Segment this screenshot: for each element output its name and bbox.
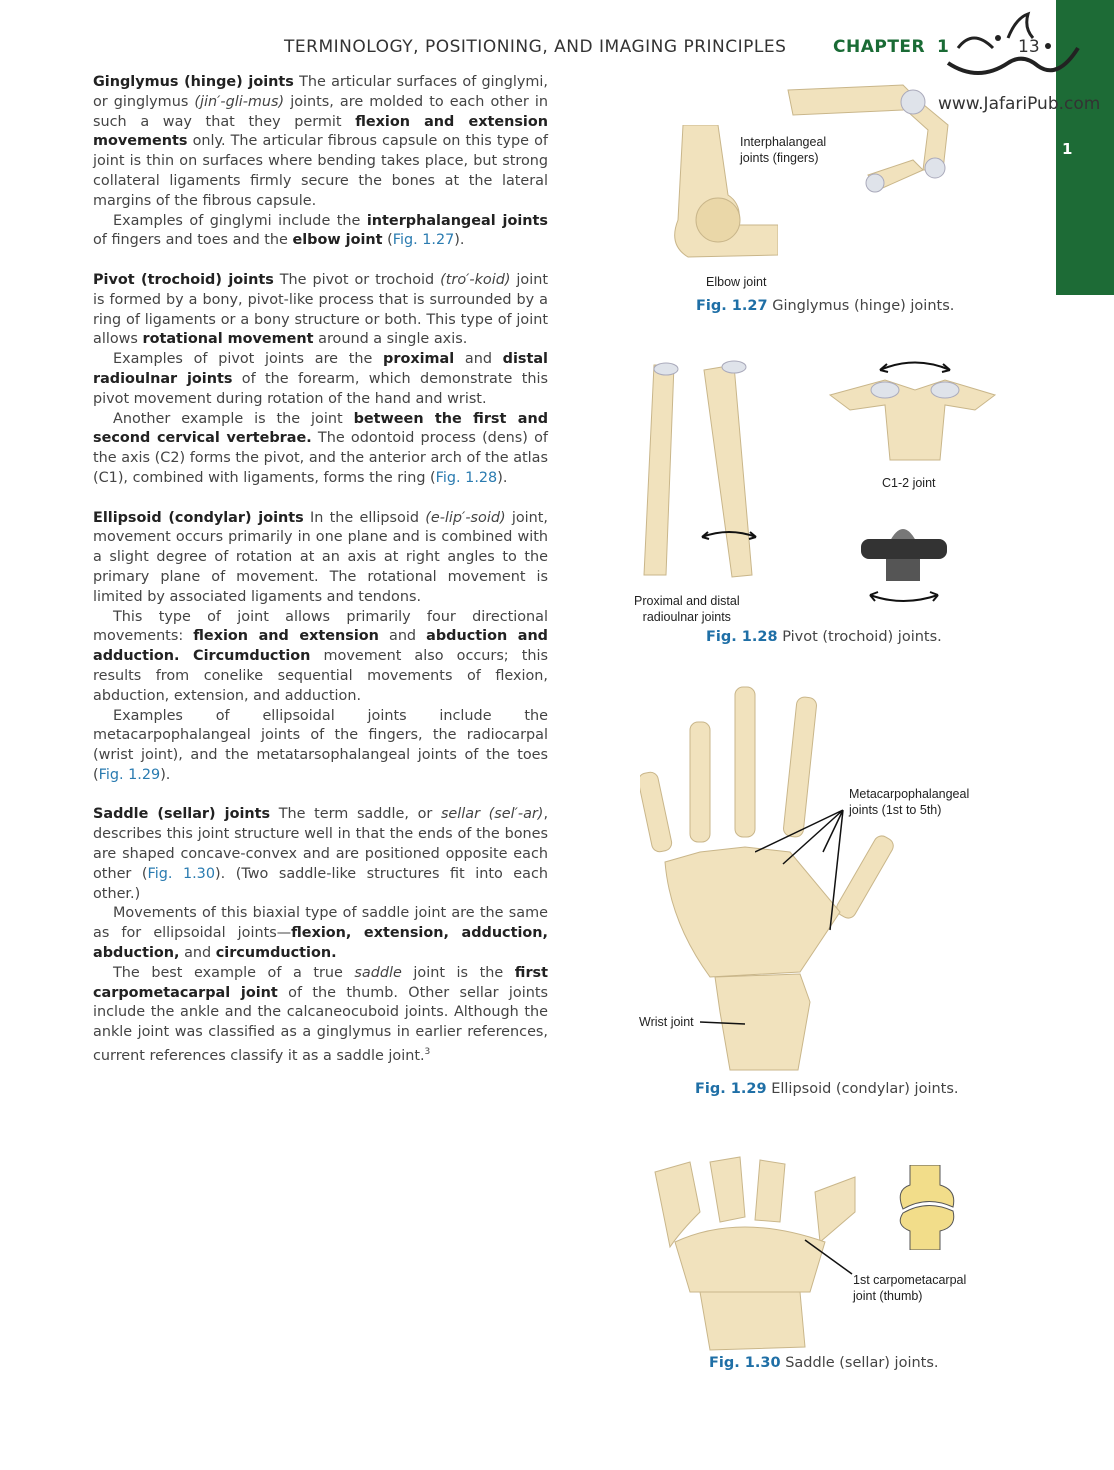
label-elbow-joint: Elbow joint — [706, 275, 767, 289]
figure-number: Fig. 1.30 — [709, 1355, 781, 1371]
body-text-column — [93, 73, 548, 1067]
figure-link[interactable]: Fig. 1.30 — [147, 865, 215, 882]
pronunciation: (jin′-gli-mus) — [194, 93, 285, 110]
bold-term: flexion and extension — [193, 628, 379, 645]
text: , describes this joint structure well in that the ends of the bones are shaped concave-convex and are positioned opposite each other ( — [93, 806, 549, 882]
paragraph — [93, 964, 548, 1067]
section-heading-pivot: Pivot (trochoid) joints — [93, 271, 274, 288]
bold-term: circumduction. — [215, 945, 337, 962]
text: joint, movement occurs primarily in one plane and is combined with a slight degree of rotation at an axis at right angles to the primary plane of movement. The rotational movement is limited by associated ligaments and tendons. — [93, 509, 548, 605]
text: The pivot or trochoid — [273, 271, 441, 288]
label-metacarpophalangeal — [849, 786, 969, 818]
wrist-joint-pointer-line — [700, 1015, 745, 1031]
paragraph — [93, 73, 548, 212]
text: ( — [382, 232, 393, 249]
text: Another example is the joint — [113, 410, 354, 427]
text: The best example of a true — [113, 964, 355, 981]
figure-caption-text: Ellipsoid (condylar) joints. — [766, 1081, 959, 1097]
pronunciation: (e-lip′-soid) — [425, 509, 506, 526]
italic-term: saddle — [354, 964, 402, 981]
pronunciation: sellar (sel′-ar) — [440, 806, 544, 823]
paragraph — [93, 350, 548, 409]
text: ). — [454, 232, 465, 249]
bold-term: abduction and adduction. Circumduction — [93, 628, 548, 665]
text: of the forearm, which demonstrate this pivot movement during rotation of the hand and wrist. — [93, 370, 548, 407]
figure-caption-1-27 — [696, 298, 954, 314]
label-line: Interphalangeal — [740, 135, 827, 149]
bold-term: first carpometacarpal joint — [93, 964, 548, 1001]
bold-term: distal radioulnar joints — [93, 351, 548, 387]
text: Examples of ginglymi include the — [113, 212, 367, 229]
saddle-joint-model-icon — [895, 1165, 960, 1250]
pivot-model-icon — [858, 515, 953, 605]
paragraph — [93, 509, 548, 608]
text: ). (Two saddle-like structures fit into each other.) — [93, 865, 549, 902]
bold-term: flexion and extension movements — [93, 113, 549, 150]
section-heading-ellipsoid: Ellipsoid (condylar) joints — [93, 509, 304, 526]
section-heading-saddle: Saddle (sellar) joints — [93, 806, 271, 823]
label-line: Proximal and distal — [634, 594, 740, 608]
running-header: TERMINOLOGY, POSITIONING, AND IMAGING PRINCIPLES — [284, 37, 787, 57]
paragraph — [93, 608, 548, 707]
figure-link[interactable]: Fig. 1.28 — [435, 469, 498, 486]
paragraph — [93, 805, 548, 904]
text: and — [179, 945, 216, 962]
label-line: joint (thumb) — [853, 1289, 923, 1303]
text: of the thumb. Other sellar joints include the ankle and the calcaneocuboid joints. Although the ankle joint was classified as a ginglymus in earlier references, current references classify it as a saddle joint. — [93, 984, 548, 1064]
label-line: radioulnar joints — [642, 610, 731, 624]
text: ). — [160, 766, 171, 783]
paragraph — [93, 212, 548, 252]
figure-caption-1-29 — [695, 1081, 959, 1097]
label-line: joints (1st to 5th) — [849, 803, 942, 817]
bold-term: rotational movement — [142, 331, 314, 348]
chapter-label: CHAPTER — [833, 37, 926, 57]
text: and — [378, 628, 427, 645]
text: movement also occurs; this results from conelike sequential movements of flexion, abduction, extension, and adduction. — [93, 648, 549, 704]
text: The articular surfaces of ginglymi, or ginglymus — [93, 74, 548, 110]
text: In the ellipsoid — [303, 509, 426, 526]
paragraph — [93, 904, 548, 963]
carpometacarpal-pointer-line — [800, 1232, 855, 1277]
figure-caption-text: Ginglymus (hinge) joints. — [767, 298, 955, 314]
watermark-url: www.JafariPub.com — [938, 94, 1101, 114]
text: of fingers and toes and the — [93, 232, 293, 249]
figure-caption-text: Pivot (trochoid) joints. — [777, 629, 942, 645]
figure-link[interactable]: Fig. 1.29 — [98, 766, 161, 783]
figure-number: Fig. 1.27 — [696, 298, 768, 314]
text: joint is the — [401, 964, 515, 981]
text: joint is formed by a bony, pivot-like process that is surrounded by a ring of ligaments or a bony structure or both. This type of joint allows — [93, 271, 548, 348]
label-c1-2-joint: C1-2 joint — [882, 476, 936, 490]
chapter-tab-number: 1 — [1062, 140, 1073, 158]
label-wrist-joint: Wrist joint — [639, 1015, 694, 1029]
page-number: 13 — [1018, 37, 1040, 57]
paragraph — [93, 410, 548, 489]
paragraph — [93, 707, 548, 786]
pronunciation: (tro′-koid) — [440, 271, 511, 288]
radius-ulna-illustration — [624, 355, 764, 585]
text: ). — [497, 469, 508, 486]
text: only. The articular fibrous capsule on this type of joint is thin on surfaces where bending takes place, but strong collateral ligaments firmly secure the bones at the lateral margins of the fibrous capsule. — [93, 133, 548, 209]
bold-term: between the first and second cervical vertebrae. — [93, 410, 548, 447]
section-heading-ginglymus: Ginglymus (hinge) joints — [93, 74, 294, 90]
text: This type of joint allows primarily four directional movements: — [93, 608, 548, 645]
figure-caption-text: Saddle (sellar) joints. — [780, 1355, 939, 1371]
figure-number: Fig. 1.28 — [706, 629, 778, 645]
text: Movements of this biaxial type of saddle joint are the same as for ellipsoidal joints— — [93, 905, 548, 942]
figure-caption-1-30 — [709, 1355, 939, 1371]
text: around a single axis. — [313, 331, 468, 348]
chapter-number: 1 — [937, 37, 949, 57]
bold-term: flexion, extension, adduction, abduction, — [93, 925, 549, 962]
text: joints, are molded to each other in such a way that they permit — [93, 93, 548, 130]
label-line: 1st carpometacarpal — [853, 1273, 967, 1287]
figure-link[interactable]: Fig. 1.27 — [392, 232, 455, 249]
label-line: Metacarpophalangeal — [849, 787, 970, 801]
bold-term: interphalangeal joints — [366, 212, 548, 229]
text: and — [454, 351, 503, 368]
text: Examples of pivot joints are the — [113, 351, 384, 368]
bold-term: elbow joint — [292, 232, 383, 249]
label-radioulnar — [634, 593, 740, 625]
label-carpometacarpal — [853, 1272, 966, 1304]
label-line: joints (fingers) — [740, 151, 819, 165]
publisher-logo-icon — [938, 8, 1088, 88]
figure-caption-1-28 — [706, 629, 942, 645]
text: The term saddle, or — [270, 806, 441, 823]
paragraph — [93, 271, 548, 350]
bold-term: proximal — [383, 351, 455, 368]
c1-c2-vertebrae-illustration — [825, 350, 1000, 475]
footnote-ref[interactable]: 3 — [424, 1047, 431, 1058]
figure-number: Fig. 1.29 — [695, 1081, 767, 1097]
label-interphalangeal — [740, 134, 826, 166]
text: The odontoid process (dens) of the axis (C2) forms the pivot, and the anterior arch of the atlas (C1), combined with ligaments, forms the ring ( — [93, 430, 548, 486]
text: Examples of ellipsoidal joints include the metacarpophalangeal joints of the fingers, the radiocarpal (wrist joint), and the metatarsophalangeal joints of the toes ( — [93, 707, 548, 783]
metacarpophalangeal-pointer-lines — [755, 800, 855, 940]
